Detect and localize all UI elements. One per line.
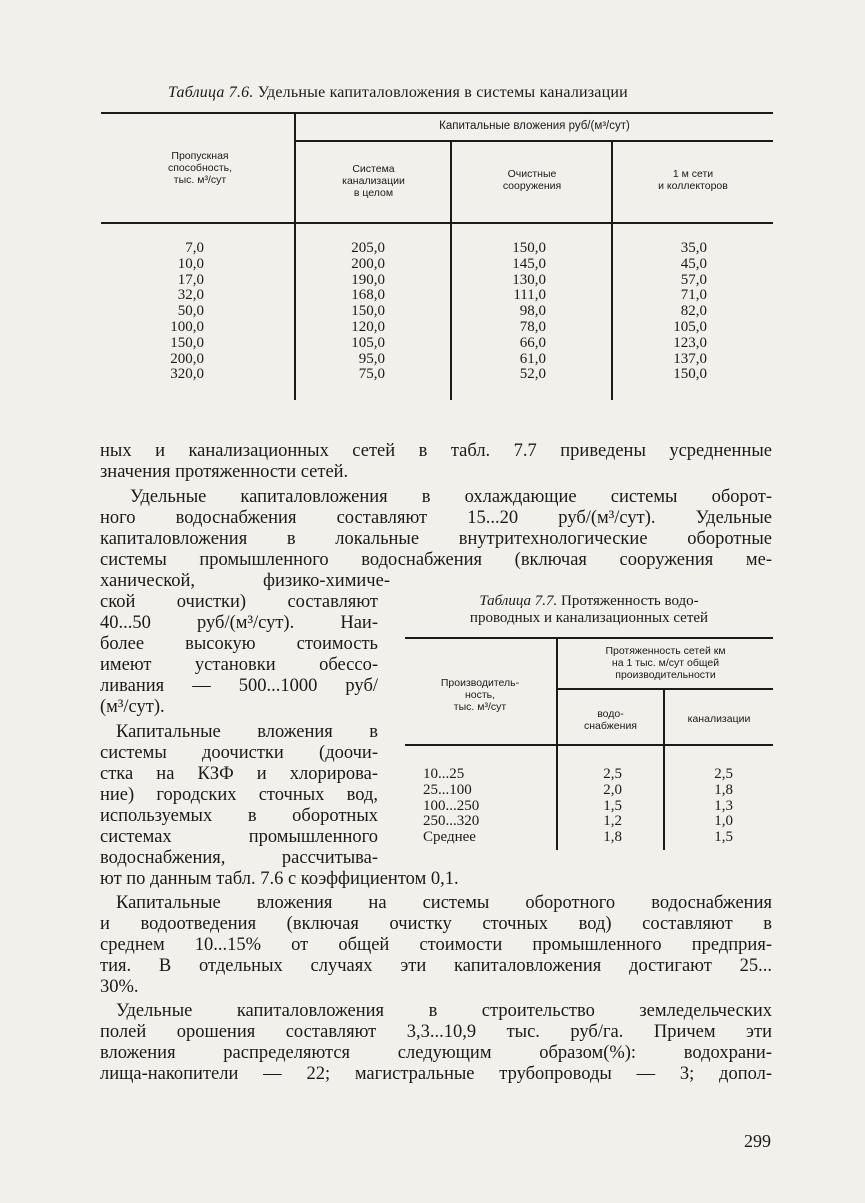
- table-7-6-group-rule: [295, 140, 773, 142]
- table-cell: 1,3: [714, 797, 733, 814]
- table-7-6-col-system: Система канализации в целом: [342, 163, 405, 199]
- table-cell: 7,0: [185, 240, 204, 256]
- table-cell: 168,0: [351, 287, 385, 304]
- table-cell: 200,0: [351, 255, 385, 272]
- table-cell: 100...250: [423, 797, 480, 814]
- table-7-7-top-rule: [405, 637, 773, 639]
- table-cell: 2,5: [714, 766, 733, 782]
- table-7-7-capacity-values: [423, 767, 523, 846]
- table-7-7-sewer-values: [697, 767, 733, 846]
- table-cell: 45,0: [680, 255, 707, 272]
- paragraph-5: Удельные капиталовложения в строительство земледельческих полей орошения составляют 3,3...10,9 тыс. руб/га. Причем эти вложения распределяются следующим образом(%): водохрани- лища-накопители — 22; магистральные трубопроводы — 3; допол-: [100, 1001, 772, 1084]
- table-cell: 71,0: [680, 287, 707, 304]
- table-cell: 105,0: [351, 334, 385, 351]
- table-cell: 10...25: [423, 766, 465, 782]
- table-7-6-divider-2: [450, 140, 452, 400]
- table-7-7-group-header: Протяженность сетей км на 1 тыс. м/сут общей производительности: [605, 645, 726, 681]
- table-cell: 320,0: [170, 366, 204, 383]
- table-cell: 10,0: [177, 255, 204, 272]
- table-7-6-group-header: Капитальные вложения руб/(м³/сут): [439, 120, 630, 132]
- paragraph-3: Капитальные вложения в системы доочистки (доочи- стка на КЗФ и хлорирова- ние) городских сточных вод, используемых в оборотных системах промышленного водоснабжения, рассчитыва-: [100, 722, 378, 868]
- table-7-6-network-values: [640, 241, 707, 383]
- table-cell: 78,0: [519, 318, 546, 335]
- table-cell: 150,0: [512, 240, 546, 256]
- table-cell: 137,0: [673, 350, 707, 367]
- table-7-6-caption: [168, 84, 628, 102]
- table-cell: 57,0: [680, 271, 707, 288]
- table-cell: 75,0: [358, 366, 385, 383]
- table-cell: 105,0: [673, 318, 707, 335]
- paragraph-3-end: ют по данным табл. 7.6 с коэффициентом 0,1.: [100, 869, 459, 889]
- table-7-6-col-capacity: Пропускная способность, тыс. м³/сут: [167, 150, 233, 186]
- table-7-7-water-values: [585, 767, 622, 846]
- table-7-6-label: Таблица 7.6.: [168, 84, 254, 101]
- page-number: 299: [744, 1131, 771, 1151]
- paragraph-4: Капитальные вложения на системы оборотного водоснабжения и водоотведения (включая очистку сточных вод) составляют в среднем 10...15% от общей стоимости промышленного предприя- тия. В отдельных случаях эти капиталовложения достигают 25... 30%.: [100, 893, 772, 997]
- table-cell: 25...100: [423, 781, 472, 798]
- table-cell: 50,0: [177, 303, 204, 320]
- table-7-6-col-treatment: Очистные сооружения: [502, 168, 562, 192]
- table-7-6-header-rule: [101, 222, 773, 224]
- table-cell: 35,0: [680, 240, 707, 256]
- table-cell: 150,0: [673, 366, 707, 383]
- table-cell: 190,0: [351, 271, 385, 288]
- table-7-6-top-rule: [101, 112, 773, 114]
- table-cell: 145,0: [512, 255, 546, 272]
- table-cell: 150,0: [170, 334, 204, 351]
- table-cell: 1,8: [603, 829, 622, 846]
- table-cell: 1,8: [714, 781, 733, 798]
- table-cell: 2,5: [603, 766, 622, 782]
- paragraph-2: Удельные капиталовложения в охлаждающие системы оборот- ного водоснабжения составляют 15...20 руб/(м³/сут). Удельные капиталовложения в локальные внутритехнологические оборотные системы промышленного водоснабжения (включая сооружения ме-: [100, 487, 772, 570]
- table-cell: 1,0: [714, 813, 733, 830]
- table-cell: 61,0: [519, 350, 546, 367]
- table-7-7-caption: Таблица 7.7. Протяженность водо- проводных и канализационных сетей: [469, 593, 709, 626]
- table-cell: 111,0: [513, 287, 546, 304]
- table-cell: Среднее: [423, 829, 476, 846]
- table-7-7-header-rule: [405, 744, 773, 746]
- table-cell: 1,2: [603, 813, 622, 830]
- table-cell: 1,5: [603, 797, 622, 814]
- table-7-6-divider-1: [294, 112, 296, 400]
- table-7-6-title: Удельные капиталовложения в системы канализации: [257, 84, 628, 101]
- table-cell: 100,0: [170, 318, 204, 335]
- table-cell: 95,0: [358, 350, 385, 367]
- table-cell: 200,0: [170, 350, 204, 367]
- table-7-6-divider-3: [611, 140, 613, 400]
- table-cell: 32,0: [177, 287, 204, 304]
- table-cell: 123,0: [673, 334, 707, 351]
- table-cell: 2,0: [603, 781, 622, 798]
- table-7-7-label: Таблица 7.7.: [479, 593, 558, 609]
- table-7-6-treatment-values: [480, 241, 546, 383]
- paragraph-1: ных и канализационных сетей в табл. 7.7 приведены усредненные значения протяженности сетей.: [100, 441, 772, 482]
- table-cell: 150,0: [351, 303, 385, 320]
- table-7-7-col-water: водо- снабжения: [584, 708, 637, 732]
- table-cell: 17,0: [177, 271, 204, 288]
- paragraph-2-continued: ханической, физико-химиче- ской очистки) составляют 40...50 руб/(м³/сут). Наи- более высокую стоимость имеют установки обессо- ливания — 500...1000 руб/ (м³/сут).: [100, 571, 390, 717]
- table-7-7-col-sewer: канализации: [687, 713, 751, 725]
- table-7-7-group-rule: [557, 688, 773, 690]
- table-cell: 52,0: [519, 366, 546, 383]
- table-7-6-system-values: [320, 241, 385, 383]
- table-7-7-col-capacity: Производитель- ность, тыс. м³/сут: [440, 677, 520, 713]
- table-cell: 1,5: [714, 829, 733, 846]
- table-cell: 82,0: [680, 303, 707, 320]
- table-cell: 120,0: [351, 318, 385, 335]
- table-7-6-capacity-values: [150, 241, 204, 383]
- table-cell: 205,0: [351, 240, 385, 256]
- table-cell: 130,0: [512, 271, 546, 288]
- table-7-6-col-network: 1 м сети и коллекторов: [658, 168, 728, 192]
- table-cell: 250...320: [423, 813, 480, 830]
- table-cell: 98,0: [519, 303, 546, 320]
- table-cell: 66,0: [519, 334, 546, 351]
